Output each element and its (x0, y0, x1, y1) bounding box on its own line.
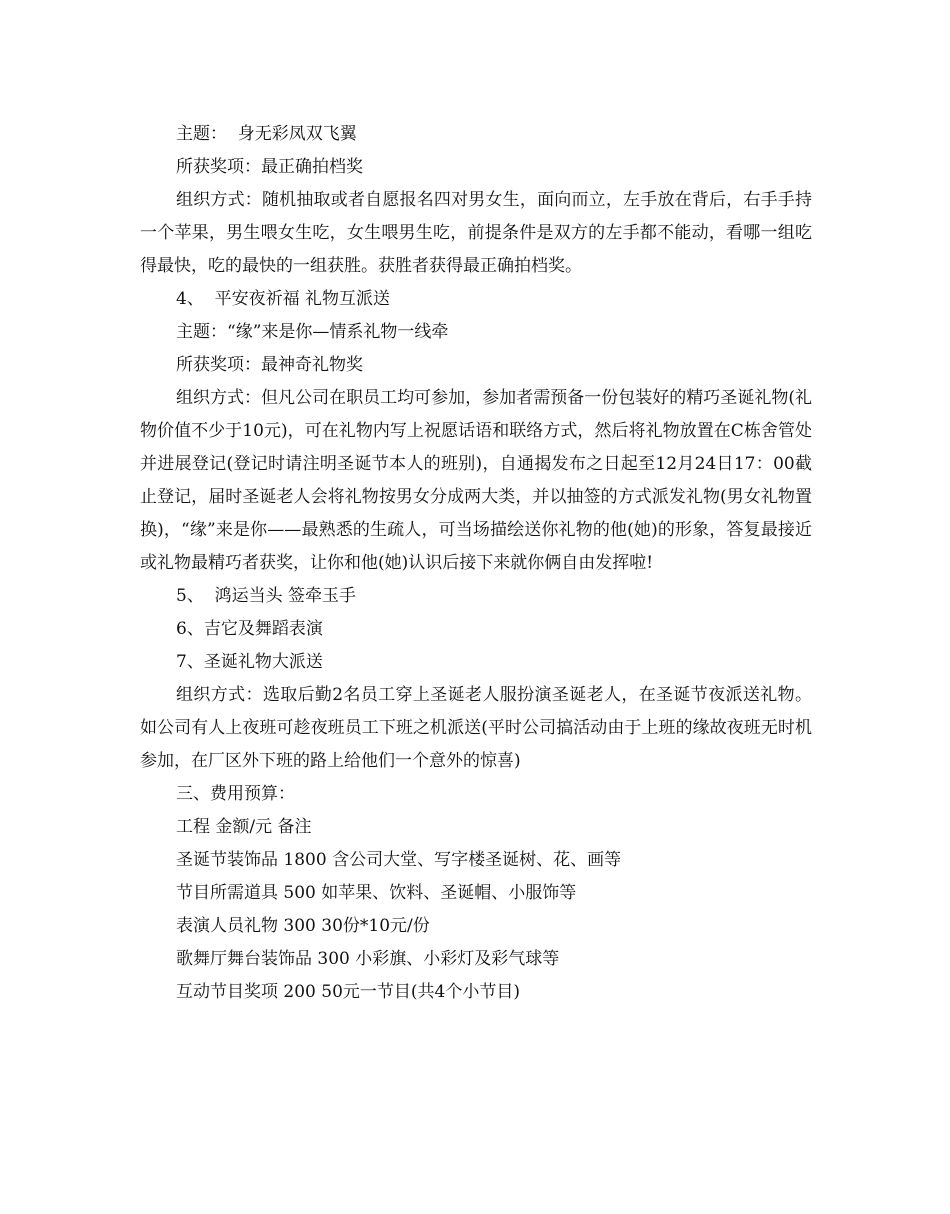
paragraph-theme-2: 主题：“缘”来是你—情系礼物一线牵 (176, 322, 449, 342)
document-body (140, 118, 812, 1009)
budget-row: 歌舞厅舞台装饰品 300 小彩旗、小彩灯及彩气球等 (176, 949, 560, 969)
paragraph-method-3: 组织方式：选取后勤2名员工穿上圣诞老人服扮演圣诞老人，在圣诞节夜派送礼物。如公司有人上夜班可趁夜班员工下班之机派送(平时公司搞活动由于上班的缘故夜班无时机参加，在厂区外下班的路上给他们一个意外的惊喜) (140, 685, 812, 771)
paragraph-item-7: 7、圣诞礼物大派送 (176, 652, 323, 672)
budget-row: 圣诞节装饰品 1800 含公司大堂、写字楼圣诞树、花、画等 (176, 850, 622, 870)
paragraph-item-6: 6、吉它及舞蹈表演 (176, 619, 323, 639)
budget-row: 互动节目奖项 200 50元一节目(共4个小节目) (176, 982, 520, 1002)
paragraph-theme-1: 主题： 身无彩凤双飞翼 (176, 124, 357, 144)
paragraph-award-2: 所获奖项：最神奇礼物奖 (176, 355, 363, 375)
budget-row: 表演人员礼物 300 30份*10元/份 (176, 916, 430, 936)
budget-row: 节目所需道具 500 如苹果、饮料、圣诞帽、小服饰等 (176, 883, 577, 903)
paragraph-method-2: 组织方式：但凡公司在职员工均可参加，参加者需预备一份包装好的精巧圣诞礼物(礼物价值不少于10元)，可在礼物内写上祝愿话语和联络方式，然后将礼物放置在C栋舍管处并进展登记(登记时请注明圣诞节本人的班别)，自通揭发布之日起至12月24日17：00截止登记，届时圣诞老人会将礼物按男女分成两大类，并以抽签的方式派发礼物(男女礼物置换)，“缘”来是你——最熟悉的生疏人，可当场描绘送你礼物的他(她)的形象，答复最接近或礼物最精巧者获奖，让你和他(她)认识后接下来就你俩自由发挥啦! (140, 388, 812, 573)
budget-header-row: 工程 金额/元 备注 (176, 817, 312, 837)
paragraph-method-1: 组织方式：随机抽取或者自愿报名四对男女生，面向而立，左手放在背后，右手手持一个苹果，男生喂女生吃，女生喂男生吃，前提条件是双方的左手都不能动，看哪一组吃得最快，吃的最快的一组获胜。获胜者获得最正确拍档奖。 (140, 190, 812, 276)
paragraph-item-5: 5、 鸿运当头 签牵玉手 (176, 586, 357, 606)
paragraph-award-1: 所获奖项：最正确拍档奖 (176, 157, 363, 177)
paragraph-budget-heading: 三、费用预算： (176, 784, 295, 804)
paragraph-item-4: 4、 平安夜祈福 礼物互派送 (176, 289, 391, 309)
